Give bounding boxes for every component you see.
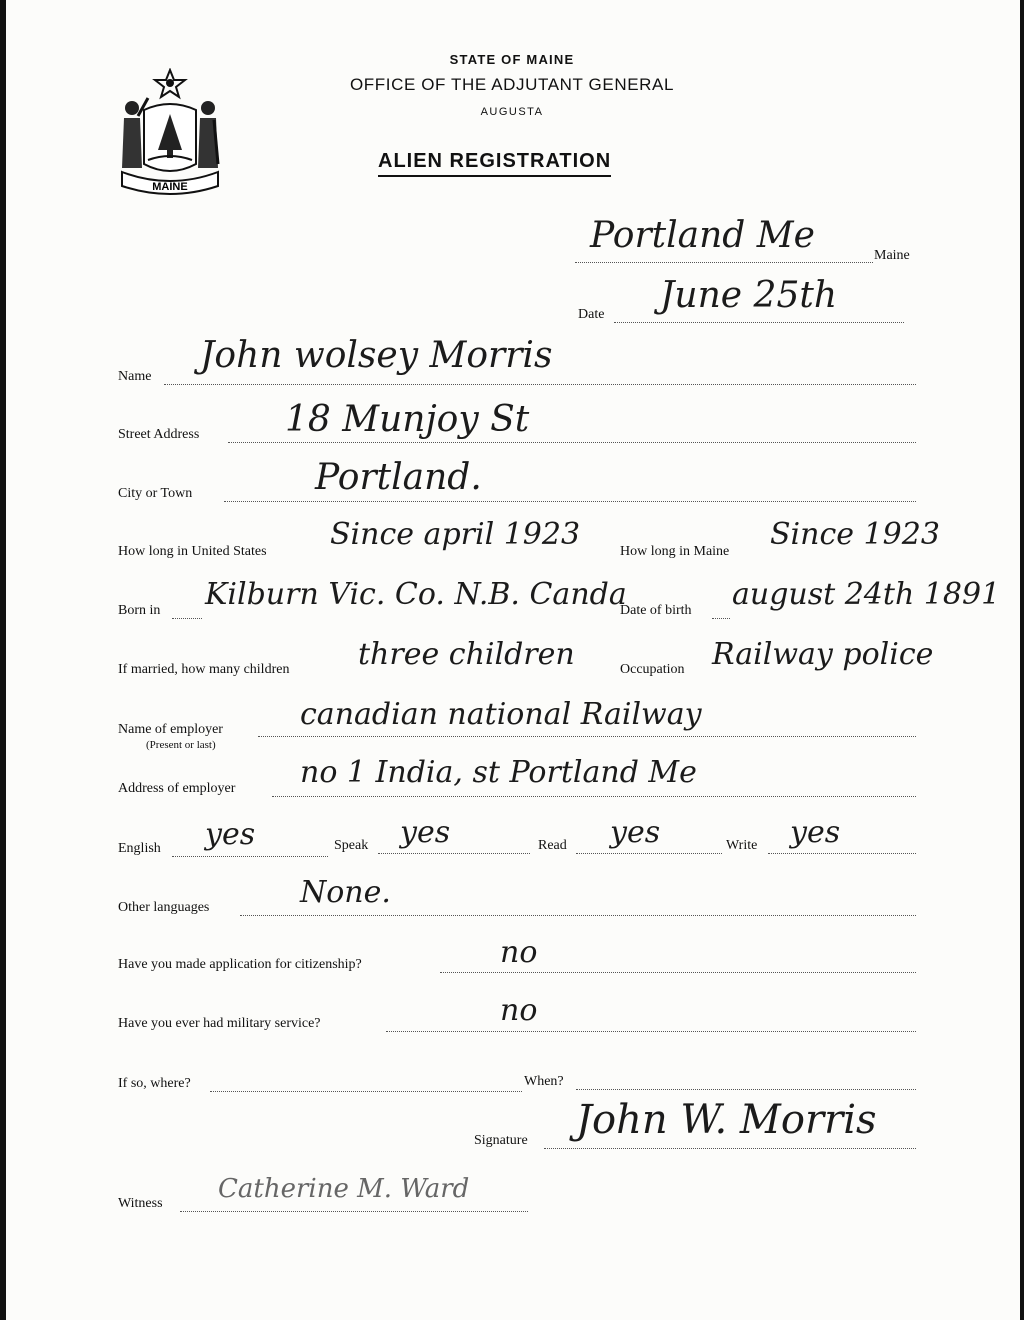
name-label: Name — [118, 369, 152, 384]
where-label: If so, where? — [118, 1076, 191, 1091]
seal-banner-text: MAINE — [152, 181, 188, 193]
street-line — [228, 442, 916, 443]
maine-duration-label: How long in Maine — [620, 544, 730, 559]
city-line — [224, 501, 916, 502]
state-suffix: Maine — [874, 248, 910, 263]
english-label: English — [118, 841, 161, 856]
birth-date-value: august 24th 1891 — [732, 577, 1001, 612]
employer-address-value: no 1 India, st Portland Me — [300, 755, 697, 790]
when-label: When? — [524, 1074, 564, 1089]
employer-address-label: Address of employer — [118, 781, 236, 796]
when-line — [576, 1089, 916, 1090]
date-label: Date — [578, 307, 605, 322]
military-line — [386, 1031, 916, 1032]
birth-date-line — [712, 618, 730, 619]
name-line — [164, 384, 916, 385]
english-value: yes — [205, 817, 256, 852]
citizenship-label: Have you made application for citizenship? — [118, 957, 362, 972]
form-title: ALIEN REGISTRATION — [378, 150, 611, 177]
date-line — [614, 322, 904, 323]
employer-line — [258, 736, 916, 737]
english-line — [172, 856, 328, 857]
born-in-value: Kilburn Vic. Co. N.B. Canda — [205, 577, 627, 612]
born-in-line — [172, 618, 202, 619]
signature-line — [544, 1148, 916, 1149]
read-line — [576, 853, 722, 854]
place-line — [575, 262, 873, 263]
write-value: yes — [790, 815, 841, 850]
employer-value: canadian national Railway — [300, 697, 702, 732]
maine-duration-value: Since 1923 — [770, 517, 940, 552]
city-heading: AUGUSTA — [480, 106, 544, 118]
other-languages-line — [240, 915, 916, 916]
witness-value: Catherine M. Ward — [218, 1174, 470, 1204]
citizenship-value: no — [500, 935, 538, 970]
state-heading: STATE OF MAINE — [449, 52, 575, 67]
office-heading: OFFICE OF THE ADJUTANT GENERAL — [349, 75, 675, 94]
speak-value: yes — [400, 815, 451, 850]
occupation-value: Railway police — [712, 637, 934, 672]
write-line — [768, 853, 916, 854]
read-value: yes — [610, 815, 661, 850]
street-label: Street Address — [118, 427, 200, 442]
born-in-label: Born in — [118, 603, 161, 618]
witness-line — [180, 1211, 528, 1212]
scan-edge-right — [1020, 0, 1024, 1320]
other-languages-value: None. — [300, 875, 391, 910]
other-languages-label: Other languages — [118, 900, 210, 915]
street-value: 18 Munjoy St — [285, 399, 530, 440]
city-value: Portland. — [315, 457, 482, 498]
us-duration-value: Since april 1923 — [330, 517, 581, 552]
read-label: Read — [538, 838, 567, 853]
military-label: Have you ever had military service? — [118, 1016, 321, 1031]
occupation-label: Occupation — [620, 662, 685, 677]
employer-label: Name of employer — [118, 722, 223, 737]
employer-address-line — [272, 796, 916, 797]
children-value: three children — [358, 637, 575, 672]
children-label: If married, how many children — [118, 662, 290, 677]
scan-edge-left — [0, 0, 6, 1320]
signature-label: Signature — [474, 1133, 528, 1148]
birth-date-label: Date of birth — [620, 603, 692, 618]
us-duration-label: How long in United States — [118, 544, 267, 559]
employer-sublabel: (Present or last) — [146, 739, 216, 751]
military-value: no — [500, 993, 538, 1028]
name-value: John wolsey Morris — [200, 335, 553, 376]
speak-line — [378, 853, 530, 854]
place-value: Portland Me — [590, 215, 815, 256]
date-value: June 25th — [660, 275, 838, 316]
where-line — [210, 1091, 522, 1092]
signature-value: John W. Morris — [576, 1097, 877, 1143]
city-label: City or Town — [118, 486, 193, 501]
citizenship-line — [440, 972, 916, 973]
witness-label: Witness — [118, 1196, 163, 1211]
write-label: Write — [726, 838, 758, 853]
speak-label: Speak — [334, 838, 369, 853]
